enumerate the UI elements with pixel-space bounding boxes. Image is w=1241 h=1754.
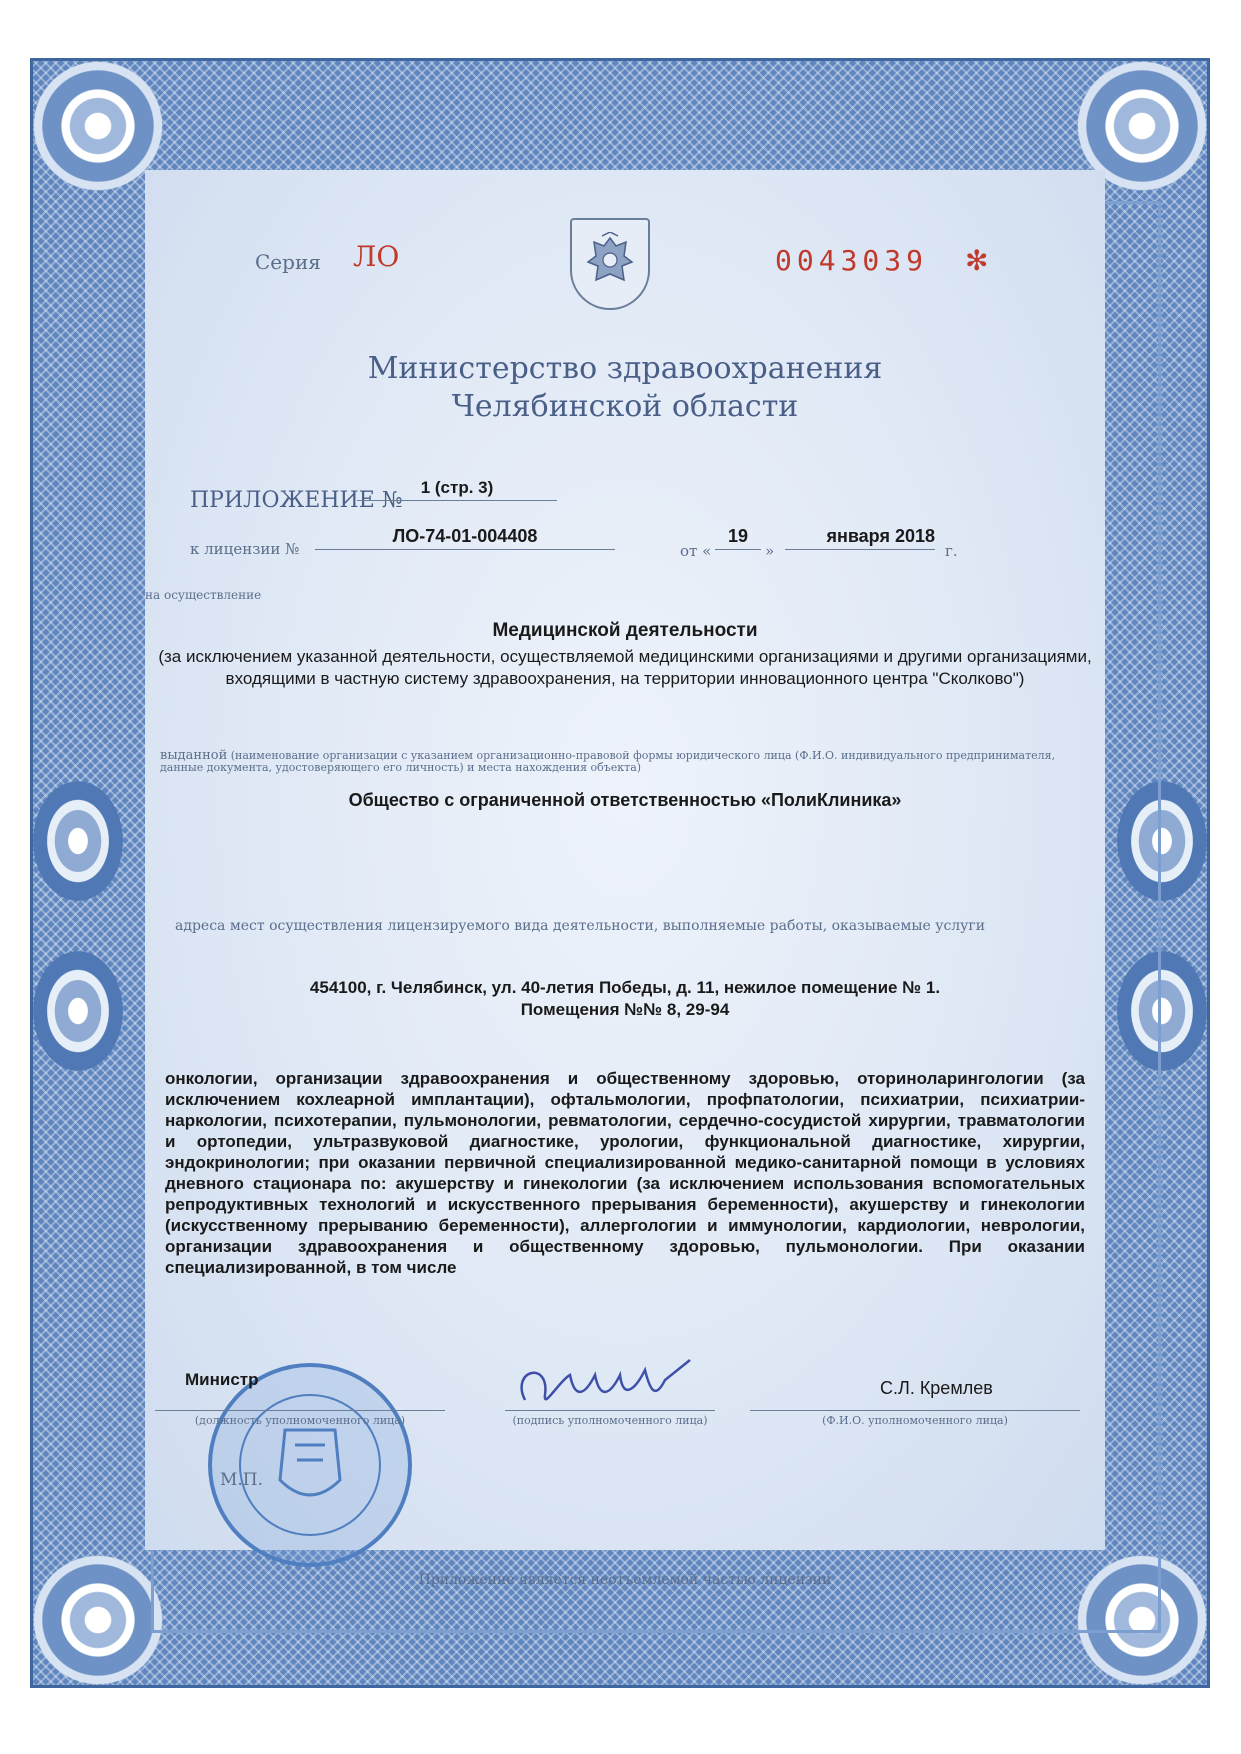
seal-place-label: М.П.: [220, 1470, 264, 1490]
official-stamp-icon: [205, 1360, 415, 1570]
appendix-label: ПРИЛОЖЕНИЕ №: [190, 488, 403, 513]
ministry-line-1: Министерство здравоохранения: [367, 351, 883, 386]
ministry-title: [145, 350, 1105, 426]
side-medallion-left-1: [33, 781, 123, 901]
position-caption: (должность уполномоченного лица): [194, 1414, 406, 1427]
activity-description: (за исключением указанной деятельности, осуществляемой медицинскими организациями и другими организациями, входящими в частную систему здравоохранения, на территории инновационного центра "Сколково"): [158, 647, 1092, 688]
activity-label: на осуществление: [145, 588, 262, 602]
date-prefix: от «: [680, 542, 712, 560]
license-label: к лицензии №: [190, 540, 300, 558]
name-line: [750, 1410, 1080, 1411]
series-value: ЛО: [353, 240, 400, 273]
date-day-suffix: »: [765, 542, 775, 560]
issued-label: [160, 750, 1100, 774]
serial-number: 0043039: [775, 244, 929, 277]
date-year-suffix: г.: [945, 542, 958, 560]
name-caption: (Ф.И.О. уполномоченного лица): [822, 1414, 1008, 1427]
organization-name: Общество с ограниченной ответственностью «ПолиКлиника»: [348, 790, 902, 810]
address-label: адреса мест осуществления лицензируемого вида деятельности, выполняемые работы, оказываемые услуги: [175, 918, 986, 934]
address-line-1: 454100, г. Челябинск, ул. 40-летия Победы, д. 11, нежилое помещение № 1.: [309, 978, 941, 997]
appendix-number: 1 (стр. 3): [357, 478, 557, 501]
coat-of-arms-emblem-icon: [570, 218, 650, 310]
date-month-year: января 2018: [785, 526, 935, 550]
serial-star-icon: ✻: [965, 244, 989, 277]
date-day: 19: [715, 526, 761, 550]
activity-title: Медицинской деятельности: [492, 620, 758, 641]
services-list-text: онкологии, организации здравоохранения и общественному здоровью, оториноларингологии (за исключением кохлеарной имплантации), офтальмологии, профпатологии, психиатрии, психиатрии-наркологии, психотерапии, пульмонологии, ревматологии, сердечно-сосудистой хирургии, травматологии и ортопедии, ультразвуковой диагностике, урологии, функциональной диагностике, хирургии, эндокринологии; при оказании первичной специализированной медико-санитарной помощи в условиях дневного стационара по: акушерству и гинекологии (за исключением использования вспомогательных репродуктивных технологий и искусственного прерывания беременности), акушерству и гинекологии (искусственному прерыванию беременности), аллергологии и иммунологии, кардиологии, неврологии, организации здравоохранения и общественному здоровью, пульмонологии. При оказании специализированной, в том числе: [165, 1069, 1085, 1277]
document-body: [145, 170, 1105, 1588]
signature-caption: (подпись уполномоченного лица): [512, 1414, 708, 1427]
issued-note: (наименование организации с указанием организационно-правовой формы юридического лица (Ф.И.О. индивидуального предпринимателя, данные документа, удостоверяющего его личность) и места нахождения объекта): [160, 749, 1056, 774]
position-line: [155, 1410, 445, 1411]
issued-label-word: выданной: [160, 748, 228, 763]
side-medallion-left-2: [33, 951, 123, 1071]
signer-position: Министр: [185, 1370, 259, 1389]
footer-note: Приложение является неотъемлемой частью лицензии: [418, 1572, 832, 1588]
ministry-line-2: Челябинской области: [451, 389, 799, 424]
license-number: ЛО-74-01-004408: [315, 526, 615, 550]
signature-line: [505, 1410, 715, 1411]
address-line-2: Помещения №№ 8, 29-94: [520, 1000, 730, 1019]
series-label: Серия: [255, 250, 321, 274]
signer-name: С.Л. Кремлев: [880, 1378, 993, 1398]
